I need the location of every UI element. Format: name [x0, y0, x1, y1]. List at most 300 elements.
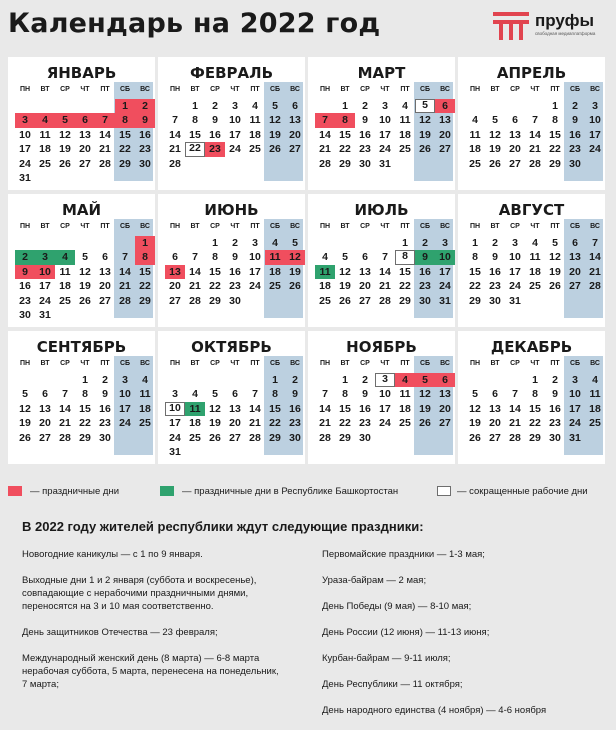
- day-cell: 5: [342, 251, 348, 263]
- day-cell: 9: [362, 114, 368, 126]
- weekday-header: ПН: [19, 223, 31, 230]
- day-cell: 15: [339, 402, 351, 415]
- day-cell: 3: [172, 388, 178, 400]
- day-cell: 20: [359, 280, 371, 292]
- day-cell: 4: [142, 373, 148, 386]
- weekday-header: СБ: [569, 360, 581, 367]
- weekday-header: ПН: [469, 223, 481, 230]
- empty-day-cell: [485, 99, 505, 114]
- day-cell: 13: [79, 128, 91, 141]
- weekday-header: ЧТ: [80, 223, 90, 230]
- day-cell: 13: [439, 388, 451, 400]
- day-cell: 11: [139, 388, 151, 400]
- day-cell: 23: [569, 143, 581, 155]
- day-cell: 25: [399, 417, 411, 429]
- day-cell: 25: [39, 157, 51, 170]
- empty-day-cell: [35, 373, 55, 388]
- day-cell: 8: [82, 388, 88, 400]
- weekday-header: ВС: [290, 360, 300, 367]
- short-workday-cell: 5: [415, 99, 435, 114]
- holiday-item: Новогодние каникулы — с 1 по 9 января.: [22, 549, 203, 560]
- day-cell: 26: [419, 143, 431, 155]
- day-cell: 21: [379, 280, 391, 292]
- weekday-header: СР: [60, 223, 70, 230]
- day-cell: 20: [169, 280, 181, 292]
- day-cell: 31: [509, 294, 521, 307]
- day-cell: 22: [339, 417, 351, 429]
- page-title: Календарь на 2022 год: [8, 8, 381, 39]
- day-cell: 30: [139, 157, 151, 170]
- day-cell: 25: [59, 294, 71, 307]
- day-cell: 24: [119, 417, 131, 429]
- day-cell: 8: [342, 388, 348, 400]
- day-cell: 18: [399, 128, 411, 141]
- day-cell: 28: [99, 157, 111, 170]
- day-cell: 5: [22, 388, 28, 400]
- weekday-header: ЧТ: [380, 223, 390, 230]
- weekday-header: ВС: [140, 360, 150, 367]
- weekday-header: ВС: [440, 86, 450, 93]
- day-cell: 21: [529, 143, 541, 155]
- day-cell: 13: [289, 114, 301, 126]
- day-cell: 20: [569, 265, 581, 278]
- day-cell: 13: [509, 128, 521, 141]
- weekday-header: СР: [60, 86, 70, 93]
- day-cell: 16: [419, 265, 431, 278]
- day-cell: 7: [592, 236, 598, 249]
- holiday-item: Первомайские праздники — 1-3 мая;: [322, 549, 485, 560]
- day-cell: 20: [289, 128, 301, 141]
- empty-day-cell: [55, 236, 75, 251]
- day-cell: 19: [289, 265, 301, 278]
- short-day-swatch: [437, 486, 451, 496]
- day-cell: 24: [19, 157, 31, 170]
- empty-day-cell: [375, 236, 395, 251]
- empty-day-cell: [335, 236, 355, 251]
- day-cell: 13: [439, 114, 451, 126]
- day-cell: 16: [549, 402, 561, 415]
- days-grid: [465, 84, 605, 171]
- holiday-day-cell: 9: [135, 113, 155, 128]
- day-cell: 23: [419, 280, 431, 292]
- day-cell: 15: [339, 128, 351, 141]
- day-cell: 12: [469, 402, 481, 415]
- empty-day-cell: [465, 373, 485, 388]
- day-cell: 9: [292, 388, 298, 400]
- day-cell: 11: [249, 114, 261, 126]
- empty-day-cell: [315, 236, 335, 251]
- day-cell: 28: [189, 294, 201, 307]
- weekday-header: ПТ: [100, 360, 110, 367]
- month-name: ИЮНЬ: [204, 201, 259, 219]
- day-cell: 19: [469, 417, 481, 429]
- day-cell: 15: [79, 402, 91, 415]
- day-cell: 24: [569, 417, 581, 429]
- day-cell: 14: [59, 402, 71, 415]
- day-cell: 31: [439, 294, 451, 307]
- day-cell: 20: [99, 280, 111, 292]
- day-cell: 14: [169, 128, 181, 141]
- day-cell: 27: [79, 157, 91, 170]
- day-cell: 28: [529, 157, 541, 170]
- day-cell: 20: [229, 417, 241, 429]
- holiday-item: Ураза-байрам — 2 мая;: [322, 575, 427, 586]
- day-cell: 14: [319, 402, 331, 415]
- day-cell: 18: [529, 265, 541, 278]
- day-cell: 6: [572, 236, 578, 249]
- weekday-header: ПТ: [400, 86, 410, 93]
- day-cell: 3: [252, 236, 258, 249]
- day-cell: 3: [512, 236, 518, 249]
- day-cell: 14: [319, 128, 331, 141]
- day-cell: 7: [532, 114, 538, 126]
- day-cell: 26: [469, 431, 481, 444]
- day-cell: 10: [589, 114, 601, 126]
- empty-day-cell: [315, 99, 335, 114]
- weekday-header: ПН: [319, 86, 331, 93]
- day-cell: 30: [549, 431, 561, 444]
- weekday-header: ВТ: [490, 360, 500, 367]
- day-cell: 21: [169, 143, 181, 155]
- day-cell: 3: [122, 373, 128, 386]
- weekday-header: СР: [360, 86, 370, 93]
- bashkortostan-holiday-cell: 11: [185, 402, 205, 417]
- day-cell: 17: [229, 128, 241, 141]
- weekday-header: ВТ: [40, 86, 50, 93]
- day-cell: 27: [509, 157, 521, 170]
- day-cell: 14: [99, 128, 111, 141]
- day-cell: 19: [419, 128, 431, 141]
- day-cell: 12: [339, 265, 351, 278]
- weekday-header: ПН: [19, 360, 31, 367]
- day-cell: 26: [419, 417, 431, 429]
- day-cell: 13: [99, 265, 111, 278]
- day-cell: 7: [512, 388, 518, 400]
- month-card: [308, 57, 455, 190]
- day-cell: 26: [209, 431, 221, 444]
- day-cell: 29: [119, 157, 131, 170]
- day-cell: 18: [139, 402, 151, 415]
- holiday-day-cell: 4: [395, 373, 415, 388]
- day-cell: 6: [232, 388, 238, 400]
- day-cell: 17: [39, 280, 51, 292]
- holiday-day-cell: 2: [135, 99, 155, 114]
- empty-day-cell: [165, 99, 185, 114]
- day-cell: 19: [19, 417, 31, 429]
- month-name: ИЮЛЬ: [354, 201, 409, 219]
- weekday-header: ВС: [440, 360, 450, 367]
- weekday-header: СР: [60, 360, 70, 367]
- empty-day-cell: [95, 236, 115, 251]
- empty-day-cell: [505, 373, 525, 388]
- day-cell: 25: [269, 280, 281, 292]
- empty-day-cell: [35, 236, 55, 251]
- day-cell: 4: [272, 236, 278, 249]
- day-cell: 30: [419, 294, 431, 307]
- day-cell: 27: [39, 431, 51, 444]
- day-cell: 23: [359, 143, 371, 155]
- weekday-header: ПТ: [550, 86, 560, 93]
- holidays-list-left: [22, 548, 302, 704]
- weekday-header: ПТ: [550, 223, 560, 230]
- day-cell: 21: [59, 417, 71, 429]
- empty-day-cell: [115, 236, 135, 251]
- day-cell: 1: [192, 99, 198, 112]
- day-cell: 11: [399, 388, 411, 400]
- day-cell: 4: [532, 236, 538, 249]
- legend: [0, 486, 616, 500]
- day-cell: 30: [569, 157, 581, 170]
- day-cell: 13: [229, 402, 241, 415]
- empty-day-cell: [205, 373, 225, 388]
- day-cell: 23: [229, 280, 241, 292]
- empty-day-cell: [465, 99, 485, 114]
- weekday-header: ПН: [169, 360, 181, 367]
- day-cell: 2: [422, 236, 428, 249]
- weekday-header: ВТ: [40, 223, 50, 230]
- weekday-header: СР: [510, 360, 520, 367]
- day-cell: 25: [249, 143, 261, 155]
- month-name: ОКТЯБРЬ: [191, 338, 272, 356]
- day-cell: 7: [192, 251, 198, 263]
- weekday-header: ВТ: [40, 360, 50, 367]
- weekday-header: ПТ: [400, 360, 410, 367]
- day-cell: 9: [362, 388, 368, 400]
- day-cell: 18: [589, 402, 601, 415]
- day-cell: 16: [359, 402, 371, 415]
- weekday-header: ВС: [140, 223, 150, 230]
- day-cell: 14: [529, 128, 541, 141]
- day-cell: 9: [552, 388, 558, 400]
- day-cell: 15: [469, 265, 481, 278]
- day-cell: 25: [319, 294, 331, 307]
- day-cell: 18: [189, 417, 201, 429]
- day-cell: 16: [289, 402, 301, 415]
- day-cell: 26: [549, 280, 561, 292]
- weekday-header: СР: [510, 223, 520, 230]
- month-name: АПРЕЛЬ: [496, 64, 567, 82]
- bashkortostan-holiday-cell: 4: [55, 250, 75, 265]
- day-cell: 6: [102, 251, 108, 263]
- day-cell: 30: [489, 294, 501, 307]
- bashkortostan-holiday-cell: 11: [315, 265, 335, 280]
- day-cell: 16: [229, 265, 241, 278]
- day-cell: 14: [189, 265, 201, 278]
- empty-day-cell: [55, 99, 75, 114]
- holiday-day-cell: 6: [75, 113, 95, 128]
- empty-day-cell: [505, 99, 525, 114]
- day-cell: 17: [379, 402, 391, 415]
- day-cell: 19: [269, 128, 281, 141]
- holiday-item: День народного единства (4 ноября) — 4-6 ноября: [322, 705, 547, 716]
- holiday-item: День России (12 июня) — 11-13 июня;: [322, 627, 490, 638]
- month-card: [458, 194, 605, 327]
- day-cell: 1: [82, 373, 88, 386]
- days-grid: [465, 358, 605, 445]
- day-cell: 8: [272, 388, 278, 400]
- holiday-day-cell: 8: [135, 250, 155, 265]
- day-cell: 1: [342, 373, 348, 386]
- day-cell: 25: [589, 417, 601, 429]
- day-cell: 22: [339, 143, 351, 155]
- day-cell: 22: [79, 417, 91, 429]
- day-cell: 2: [102, 373, 108, 386]
- weekday-header: ВС: [590, 86, 600, 93]
- empty-day-cell: [165, 373, 185, 388]
- day-cell: 21: [249, 417, 261, 429]
- month-name: ЯНВАРЬ: [46, 64, 117, 82]
- weekday-header: ВТ: [190, 360, 200, 367]
- day-cell: 23: [549, 417, 561, 429]
- day-cell: 5: [292, 236, 298, 249]
- day-cell: 20: [439, 402, 451, 415]
- month-card: [158, 194, 305, 327]
- weekday-header: ПН: [169, 86, 181, 93]
- day-cell: 10: [509, 251, 521, 263]
- weekday-header: ПТ: [250, 223, 260, 230]
- month-name: ФЕВРАЛЬ: [189, 64, 274, 82]
- day-cell: 24: [229, 143, 241, 155]
- day-cell: 25: [189, 431, 201, 444]
- day-cell: 22: [469, 280, 481, 292]
- month-card: [458, 57, 605, 190]
- day-cell: 2: [212, 99, 218, 112]
- day-cell: 20: [439, 128, 451, 141]
- logo: [493, 12, 608, 42]
- weekday-header: СБ: [569, 86, 581, 93]
- weekday-header: ЧТ: [80, 360, 90, 367]
- weekday-header: СБ: [119, 223, 131, 230]
- day-cell: 1: [552, 99, 558, 112]
- month-card: [308, 331, 455, 464]
- day-cell: 27: [439, 143, 451, 155]
- day-cell: 11: [399, 114, 411, 126]
- weekday-header: ВС: [440, 223, 450, 230]
- day-cell: 8: [472, 251, 478, 263]
- day-cell: 23: [99, 417, 111, 429]
- holiday-item: День Победы (9 мая) — 8-10 мая;: [322, 601, 472, 612]
- month-card: [458, 331, 605, 464]
- day-cell: 27: [569, 280, 581, 292]
- day-cell: 11: [589, 388, 601, 400]
- day-cell: 17: [589, 128, 601, 141]
- day-cell: 29: [529, 431, 541, 444]
- days-grid: [15, 358, 155, 445]
- day-cell: 27: [169, 294, 181, 307]
- month-name: ДЕКАБРЬ: [490, 338, 573, 356]
- day-cell: 29: [269, 431, 281, 444]
- weekday-header: СБ: [419, 360, 431, 367]
- weekday-header: СР: [360, 223, 370, 230]
- days-grid: [315, 84, 455, 171]
- day-cell: 2: [292, 373, 298, 386]
- day-cell: 18: [59, 280, 71, 292]
- day-cell: 12: [489, 128, 501, 141]
- days-grid: [465, 221, 605, 308]
- day-cell: 28: [119, 294, 131, 307]
- day-cell: 31: [169, 446, 181, 458]
- logo-tagline: свободная медиаплатформа: [535, 31, 596, 36]
- day-cell: 16: [139, 128, 151, 141]
- day-cell: 10: [569, 388, 581, 400]
- day-cell: 16: [99, 402, 111, 415]
- day-cell: 6: [292, 99, 298, 112]
- empty-day-cell: [15, 99, 35, 114]
- weekday-header: ВТ: [340, 360, 350, 367]
- holiday-day-cell: 3: [15, 113, 35, 128]
- day-cell: 24: [249, 280, 261, 292]
- bashkortostan-swatch: [160, 486, 174, 496]
- weekday-header: ПН: [469, 360, 481, 367]
- weekday-header: ПТ: [400, 223, 410, 230]
- holiday-day-cell: 7: [95, 113, 115, 128]
- empty-day-cell: [55, 373, 75, 388]
- day-cell: 29: [549, 157, 561, 170]
- weekday-header: ВТ: [340, 223, 350, 230]
- day-cell: 17: [249, 265, 261, 278]
- day-cell: 22: [529, 417, 541, 429]
- day-cell: 26: [339, 294, 351, 307]
- holiday-item: День защитников Отечества — 23 февраля;: [22, 627, 218, 638]
- day-cell: 30: [359, 157, 371, 170]
- day-cell: 10: [229, 114, 241, 126]
- day-cell: 5: [472, 388, 478, 400]
- weekday-header: ПН: [319, 223, 331, 230]
- month-card: [8, 194, 155, 327]
- day-cell: 9: [232, 251, 238, 263]
- empty-day-cell: [185, 373, 205, 388]
- day-cell: 17: [119, 402, 131, 415]
- day-cell: 25: [139, 417, 151, 429]
- day-cell: 13: [359, 265, 371, 278]
- day-cell: 19: [419, 402, 431, 415]
- holiday-day-cell: 12: [285, 250, 305, 265]
- day-cell: 20: [509, 143, 521, 155]
- day-cell: 4: [472, 114, 478, 126]
- day-cell: 27: [289, 143, 301, 155]
- empty-day-cell: [355, 236, 375, 251]
- day-cell: 2: [362, 99, 368, 112]
- month-name: СЕНТЯБРЬ: [36, 338, 127, 356]
- day-cell: 28: [169, 157, 181, 170]
- day-cell: 28: [59, 431, 71, 444]
- weekday-header: ЧТ: [80, 86, 90, 93]
- day-cell: 15: [399, 265, 411, 278]
- weekday-header: ПН: [19, 86, 31, 93]
- day-cell: 30: [99, 431, 111, 444]
- day-cell: 30: [289, 431, 301, 444]
- day-cell: 23: [289, 417, 301, 429]
- day-cell: 1: [212, 236, 218, 249]
- day-cell: 1: [472, 236, 478, 249]
- empty-day-cell: [245, 373, 265, 388]
- day-cell: 9: [572, 114, 578, 126]
- day-cell: 22: [269, 417, 281, 429]
- day-cell: 6: [362, 251, 368, 263]
- short-workday-cell: 10: [165, 402, 185, 417]
- empty-day-cell: [35, 99, 55, 114]
- day-cell: 5: [212, 388, 218, 400]
- day-cell: 10: [379, 114, 391, 126]
- day-cell: 7: [172, 114, 178, 126]
- weekday-header: СБ: [269, 223, 281, 230]
- day-cell: 18: [469, 143, 481, 155]
- day-cell: 31: [39, 309, 51, 321]
- month-name: НОЯБРЬ: [346, 338, 417, 356]
- month-name: МАЙ: [61, 201, 102, 219]
- day-cell: 4: [322, 251, 328, 263]
- weekday-header: ВС: [590, 360, 600, 367]
